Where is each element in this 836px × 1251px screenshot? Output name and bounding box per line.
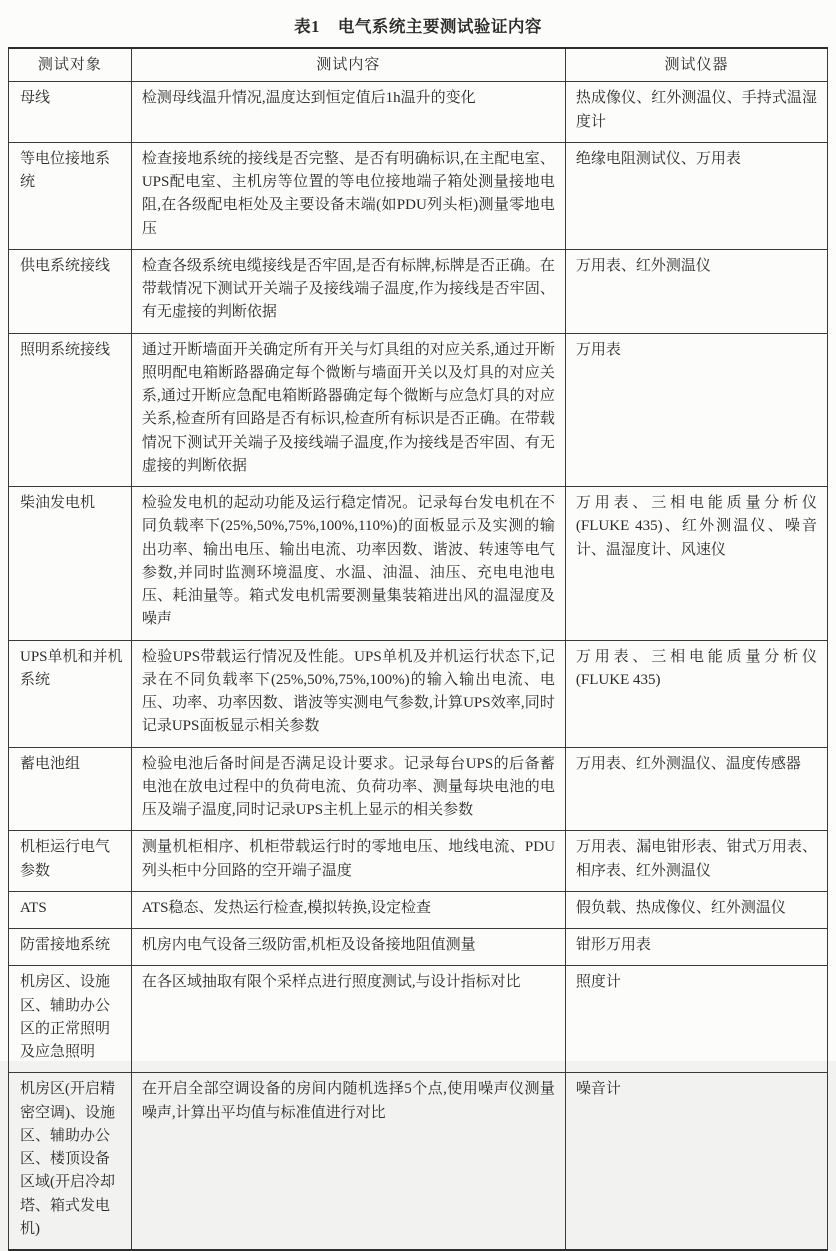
cell-test-content: 通过开断墙面开关确定所有开关与灯具组的对应关系,通过开断照明配电箱断路器确定每个微断与墙面开关以及灯具的对应关系,通过开断应急配电箱断路器确定每个微断与应急灯具的对应关系,检查所有回路是否有标识,检查所有标识是否正确。在带载情况下测试开关端子及接线端子温度,作为接线是否牢固、有无虚接的判断依据 [131, 333, 565, 487]
cell-test-object: 机房区、设施区、辅助办公区的正常照明及应急照明 [9, 966, 132, 1073]
cell-test-instruments: 万用表、红外测温仪 [565, 249, 827, 333]
cell-test-instruments: 热成像仪、红外测温仪、手持式温湿度计 [565, 82, 827, 143]
cell-test-instruments: 假负载、热成像仪、红外测温仪 [565, 891, 827, 928]
table-row [9, 929, 828, 966]
cell-test-content: 检验发电机的起动功能及运行稳定情况。记录每台发电机在不同负载率下(25%,50%,75%,100%,110%)的面板显示及实测的输出功率、输出电压、输出电流、功率因数、谐波、转速等电气参数,并同时监测环境温度、水温、油温、油压、充电电池电压、耗油量等。箱式发电机需要测量集装箱进出风的温湿度及噪声 [131, 487, 565, 641]
cell-test-instruments: 绝缘电阻测试仪、万用表 [565, 142, 827, 249]
cell-test-instruments: 万用表、红外测温仪、温度传感器 [565, 747, 827, 831]
cell-test-object: ATS [9, 891, 132, 928]
cell-test-content: 检测母线温升情况,温度达到恒定值后1h温升的变化 [131, 82, 565, 143]
column-header-test-content: 测试内容 [131, 48, 565, 82]
table-row [9, 333, 828, 487]
cell-test-object: 机房区(开启精密空调)、设施区、辅助办公区、楼顶设备区域(开启冷却塔、箱式发电机) [9, 1073, 132, 1250]
cell-test-object: UPS单机和并机系统 [9, 640, 132, 747]
cell-test-instruments: 万用表、三相电能质量分析仪(FLUKE 435)、红外测温仪、噪音计、温湿度计、风速仪 [565, 487, 827, 641]
table-header-row [9, 48, 828, 82]
test-content-table [8, 47, 828, 1251]
cell-test-instruments: 万用表、三相电能质量分析仪(FLUKE 435) [565, 640, 827, 747]
cell-test-object: 照明系统接线 [9, 333, 132, 487]
cell-test-object: 供电系统接线 [9, 249, 132, 333]
table-row [9, 831, 828, 892]
cell-test-content: 机房内电气设备三级防雷,机柜及设备接地阻值测量 [131, 929, 565, 966]
table-header [9, 48, 828, 82]
table-row [9, 82, 828, 143]
table-row [9, 487, 828, 641]
table-caption-label: 表1 [294, 17, 320, 36]
table-row [9, 142, 828, 249]
column-header-test-object: 测试对象 [9, 48, 132, 82]
cell-test-instruments: 万用表、漏电钳形表、钳式万用表、相序表、红外测温仪 [565, 831, 827, 892]
cell-test-content: 检验UPS带载运行情况及性能。UPS单机及并机运行状态下,记录在不同负载率下(25%,50%,75%,100%)的输入输出电流、电压、功率、功率因数、谐波等实测电气参数,计算UPS效率,同时记录UPS面板显示相关参数 [131, 640, 565, 747]
table-row [9, 249, 828, 333]
table-row [9, 966, 828, 1073]
table-caption [8, 13, 828, 37]
cell-test-instruments: 照度计 [565, 966, 827, 1073]
table-row [9, 1073, 828, 1250]
column-header-test-instruments: 测试仪器 [565, 48, 827, 82]
table-row [9, 640, 828, 747]
cell-test-content: 检验电池后备时间是否满足设计要求。记录每台UPS的后备蓄电池在放电过程中的负荷电流、负荷功率、测量每块电池的电压及端子温度,同时记录UPS主机上显示的相关参数 [131, 747, 565, 831]
cell-test-object: 母线 [9, 82, 132, 143]
cell-test-content: 在各区域抽取有限个采样点进行照度测试,与设计指标对比 [131, 966, 565, 1073]
cell-test-object: 等电位接地系统 [9, 142, 132, 249]
cell-test-content: 检查接地系统的接线是否完整、是否有明确标识,在主配电室、UPS配电室、主机房等位置的等电位接地端子箱处测量接地电阻,在各级配电柜处及主要设备末端(如PDU列头柜)测量零地电压 [131, 142, 565, 249]
cell-test-object: 机柜运行电气参数 [9, 831, 132, 892]
cell-test-object: 防雷接地系统 [9, 929, 132, 966]
cell-test-instruments: 钳形万用表 [565, 929, 827, 966]
cell-test-content: 检查各级系统电缆接线是否牢固,是否有标牌,标牌是否正确。在带载情况下测试开关端子及接线端子温度,作为接线是否牢固、有无虚接的判断依据 [131, 249, 565, 333]
cell-test-content: ATS稳态、发热运行检查,模拟转换,设定检查 [131, 891, 565, 928]
table-body [9, 82, 828, 1250]
table-row [9, 891, 828, 928]
cell-test-instruments: 万用表 [565, 333, 827, 487]
table-row [9, 747, 828, 831]
cell-test-instruments: 噪音计 [565, 1073, 827, 1250]
table-caption-title: 电气系统主要测试验证内容 [337, 17, 542, 36]
cell-test-object: 柴油发电机 [9, 487, 132, 641]
cell-test-object: 蓄电池组 [9, 747, 132, 831]
cell-test-content: 在开启全部空调设备的房间内随机选择5个点,使用噪声仪测量噪声,计算出平均值与标准值进行对比 [131, 1073, 565, 1250]
cell-test-content: 测量机柜相序、机柜带载运行时的零地电压、地线电流、PDU列头柜中分回路的空开端子温度 [131, 831, 565, 892]
